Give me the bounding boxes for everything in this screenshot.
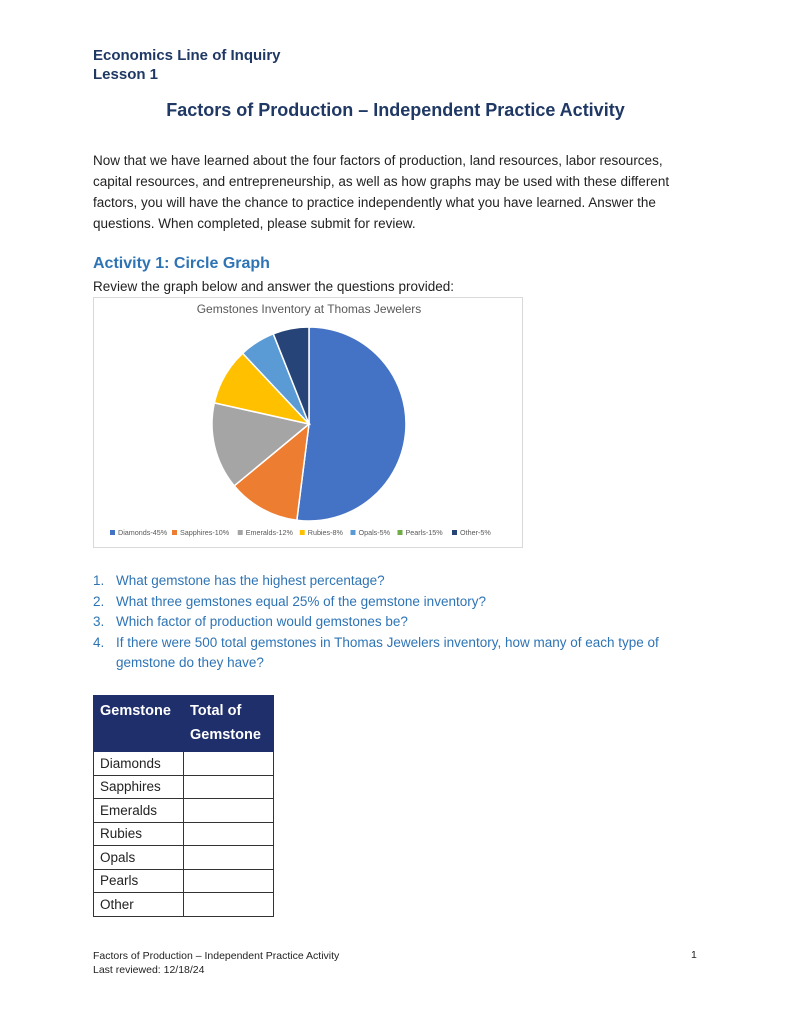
lesson-label: Lesson 1 (93, 66, 159, 83)
question-text: What three gemstones equal 25% of the gemstone inventory? (116, 593, 486, 609)
legend-label: Pearls-15% (405, 528, 443, 537)
pie-slices (212, 327, 406, 521)
gemstone-name-cell: Sapphires (94, 775, 184, 799)
legend-swatch (110, 530, 115, 535)
legend-label: Other-5% (460, 528, 491, 537)
page-footer (93, 949, 339, 977)
table-row (94, 822, 274, 846)
chart-title: Gemstones Inventory at Thomas Jewelers (196, 302, 422, 316)
question-text: If there were 500 total gemstones in Thomas Jewelers inventory, how many of each type of gemstone do they have? (116, 634, 659, 670)
table-header-row (94, 696, 274, 752)
gemstone-total-cell[interactable] (184, 752, 274, 776)
legend-label: Rubies-8% (307, 528, 343, 537)
pie-chart (93, 297, 523, 548)
legend-swatch (300, 530, 305, 535)
question-text: Which factor of production would gemstones be? (116, 614, 408, 629)
gemstone-total-cell[interactable] (184, 846, 274, 870)
question-item (93, 592, 693, 613)
legend-swatch (238, 530, 243, 535)
footer-date: Last reviewed: 12/18/24 (93, 964, 205, 976)
question-number: 1. (93, 573, 105, 588)
gemstone-name-cell: Pearls (94, 869, 184, 893)
review-instructions: Review the graph below and answer the questions provided: (93, 279, 454, 294)
gemstone-total-cell[interactable] (184, 822, 274, 846)
course-title: Economics Line of Inquiry (93, 47, 281, 64)
table-row (94, 846, 274, 870)
gemstone-total-cell[interactable] (184, 799, 274, 823)
legend-swatch (351, 530, 356, 535)
question-number: 4. (93, 634, 105, 650)
gemstone-name-cell: Opals (94, 846, 184, 870)
gemstone-name-cell: Other (94, 893, 184, 917)
pie-slice-diamonds (297, 327, 406, 521)
question-item (93, 571, 693, 592)
table-row (94, 893, 274, 917)
question-list (93, 571, 693, 674)
table-row (94, 775, 274, 799)
table-row (94, 799, 274, 823)
gemstone-name-cell: Emeralds (94, 799, 184, 823)
gemstone-name-cell: Rubies (94, 822, 184, 846)
question-text: What gemstone has the highest percentage? (116, 573, 385, 588)
legend-swatch (172, 530, 177, 535)
column-header-gemstone: Gemstone (94, 696, 184, 752)
table-row (94, 752, 274, 776)
document-header (93, 46, 281, 84)
chart-legend (110, 528, 491, 537)
pie-chart-svg (94, 298, 524, 549)
legend-label: Opals-5% (358, 528, 391, 537)
question-number: 3. (93, 614, 105, 629)
page-title: Factors of Production – Independent Practice Activity (166, 100, 625, 120)
page-number: 1 (691, 949, 697, 961)
legend-label: Diamonds-45% (118, 528, 168, 537)
legend-swatch (452, 530, 457, 535)
column-header-total: Total of Gemstone (184, 696, 274, 752)
gemstone-total-cell[interactable] (184, 775, 274, 799)
question-item (93, 633, 693, 674)
legend-swatch (398, 530, 403, 535)
legend-label: Emeralds-12% (245, 528, 293, 537)
table-row (94, 869, 274, 893)
gemstone-table (93, 695, 274, 917)
activity-heading: Activity 1: Circle Graph (93, 255, 270, 272)
gemstone-total-cell[interactable] (184, 869, 274, 893)
gemstone-total-cell[interactable] (184, 893, 274, 917)
question-number: 2. (93, 593, 105, 609)
question-item (93, 612, 693, 633)
gemstone-name-cell: Diamonds (94, 752, 184, 776)
legend-label: Sapphires-10% (180, 528, 230, 537)
intro-paragraph: Now that we have learned about the four factors of production, land resources, labor resources, capital resources, and entrepreneurship, as well as how graphs may be used with these different factors, you will have the chance to practice independently what you have learned. Answer the questions. When completed, please submit for review. (93, 153, 670, 231)
footer-title: Factors of Production – Independent Practice Activity (93, 950, 340, 962)
